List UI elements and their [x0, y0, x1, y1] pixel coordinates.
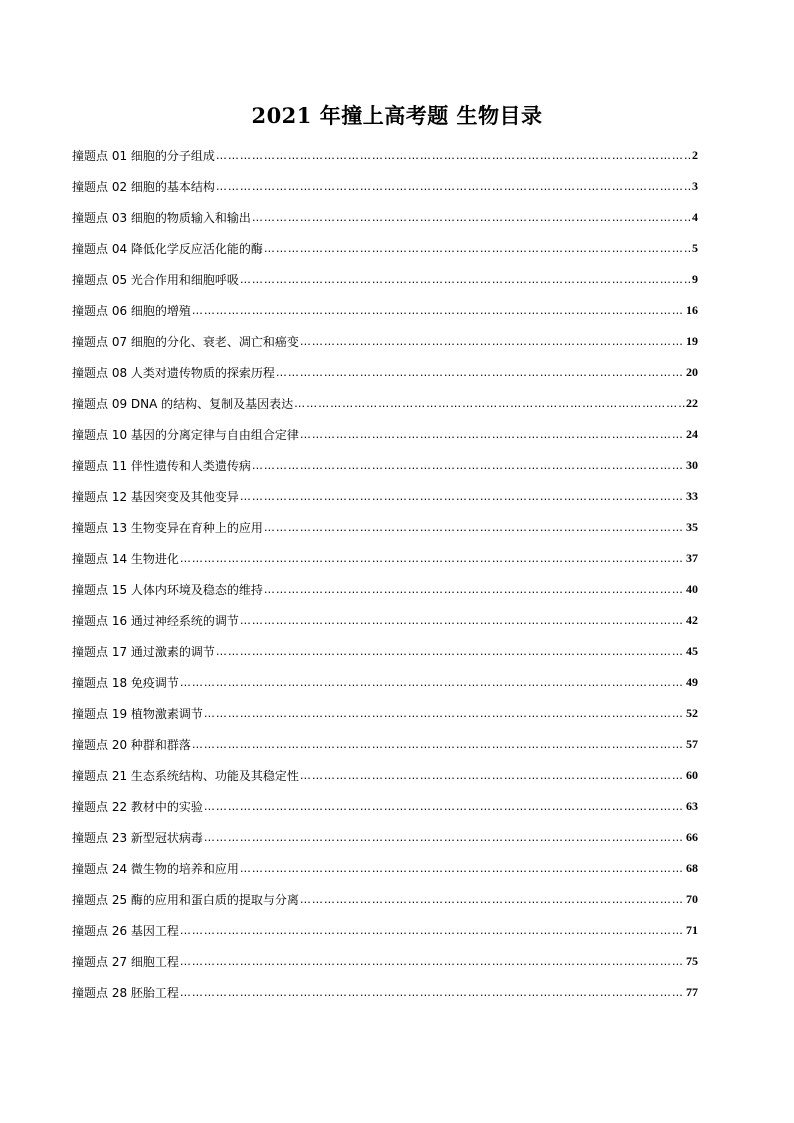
toc-entry[interactable] [72, 264, 698, 295]
toc-entry-page-number: 24 [686, 427, 698, 441]
toc-entry-page-number: 4 [692, 210, 698, 224]
toc-entry-page-number: 42 [686, 613, 698, 627]
toc-entry-page-number: 77 [686, 985, 698, 999]
table-of-contents [72, 140, 698, 1008]
toc-entry-label: 撞题点 11 伴性遗传和人类遗传病 [72, 459, 251, 473]
toc-entry-label: 撞题点 26 基因工程 [72, 924, 179, 938]
toc-entry[interactable] [72, 233, 698, 264]
toc-entry[interactable] [72, 605, 698, 636]
toc-leader-dots [180, 955, 685, 968]
toc-entry-page-number: 3 [692, 179, 698, 193]
toc-leader-dots [216, 180, 691, 193]
page-title: 2021 年撞上高考题 生物目录 [251, 103, 543, 128]
toc-entry-page-number: 70 [686, 892, 698, 906]
toc-entry-label: 撞题点 28 胚胎工程 [72, 986, 179, 1000]
toc-entry-label: 撞题点 08 人类对遗传物质的探索历程 [72, 366, 275, 380]
toc-entry[interactable] [72, 791, 698, 822]
toc-entry[interactable] [72, 326, 698, 357]
toc-entry[interactable] [72, 481, 698, 512]
toc-entry-label: 撞题点 13 生物变异在育种上的应用 [72, 521, 263, 535]
toc-entry-label: 撞题点 06 细胞的增殖 [72, 304, 191, 318]
toc-entry-page-number: 30 [686, 458, 698, 472]
toc-entry[interactable] [72, 450, 698, 481]
toc-leader-dots [180, 924, 685, 937]
toc-entry-page-number: 33 [686, 489, 698, 503]
toc-leader-dots [192, 304, 685, 317]
toc-leader-dots [180, 552, 685, 565]
toc-leader-dots [252, 459, 685, 472]
toc-entry[interactable] [72, 946, 698, 977]
toc-entry-label: 撞题点 07 细胞的分化、衰老、凋亡和癌变 [72, 335, 299, 349]
toc-entry-page-number: 9 [692, 272, 698, 286]
toc-entry-page-number: 2 [692, 148, 698, 162]
toc-entry[interactable] [72, 140, 698, 171]
toc-entry-page-number: 52 [686, 706, 698, 720]
toc-entry-label: 撞题点 27 细胞工程 [72, 955, 179, 969]
toc-leader-dots [264, 521, 685, 534]
toc-entry-page-number: 71 [686, 923, 698, 937]
toc-entry[interactable] [72, 698, 698, 729]
toc-entry-label: 撞题点 23 新型冠状病毒 [72, 831, 203, 845]
toc-entry[interactable] [72, 760, 698, 791]
toc-entry-page-number: 63 [686, 799, 698, 813]
toc-entry[interactable] [72, 977, 698, 1008]
toc-entry-page-number: 35 [686, 520, 698, 534]
toc-entry[interactable] [72, 202, 698, 233]
toc-entry[interactable] [72, 729, 698, 760]
toc-entry-label: 撞题点 20 种群和群落 [72, 738, 191, 752]
toc-leader-dots [192, 738, 685, 751]
toc-leader-dots [300, 769, 685, 782]
toc-leader-dots [204, 707, 685, 720]
toc-entry-page-number: 57 [686, 737, 698, 751]
toc-leader-dots [204, 831, 685, 844]
toc-leader-dots [180, 676, 685, 689]
toc-entry-page-number: 45 [686, 644, 698, 658]
toc-entry-label: 撞题点 04 降低化学反应活化能的酶 [72, 242, 263, 256]
toc-entry-label: 撞题点 21 生态系统结构、功能及其稳定性 [72, 769, 299, 783]
toc-entry-label: 撞题点 16 通过神经系统的调节 [72, 614, 239, 628]
toc-entry-page-number: 60 [686, 768, 698, 782]
toc-entry[interactable] [72, 667, 698, 698]
toc-leader-dots [294, 397, 685, 410]
toc-entry-label: 撞题点 18 免疫调节 [72, 676, 179, 690]
toc-leader-dots [240, 273, 691, 286]
toc-leader-dots [300, 335, 685, 348]
toc-leader-dots [264, 242, 691, 255]
toc-leader-dots [300, 893, 685, 906]
toc-entry[interactable] [72, 512, 698, 543]
toc-entry[interactable] [72, 853, 698, 884]
toc-leader-dots [240, 614, 685, 627]
toc-entry-label: 撞题点 22 教材中的实验 [72, 800, 203, 814]
toc-entry-page-number: 37 [686, 551, 698, 565]
toc-entry-page-number: 40 [686, 582, 698, 596]
toc-leader-dots [216, 645, 685, 658]
toc-entry-page-number: 68 [686, 861, 698, 875]
toc-leader-dots [300, 428, 685, 441]
toc-entry[interactable] [72, 574, 698, 605]
toc-entry[interactable] [72, 388, 698, 419]
toc-entry-page-number: 49 [686, 675, 698, 689]
toc-leader-dots [240, 490, 685, 503]
toc-entry-label: 撞题点 01 细胞的分子组成 [72, 149, 215, 163]
toc-entry-page-number: 20 [686, 365, 698, 379]
toc-entry[interactable] [72, 915, 698, 946]
toc-entry-label: 撞题点 19 植物激素调节 [72, 707, 203, 721]
toc-leader-dots [276, 366, 685, 379]
toc-entry[interactable] [72, 636, 698, 667]
toc-entry-label: 撞题点 24 微生物的培养和应用 [72, 862, 239, 876]
toc-entry-page-number: 66 [686, 830, 698, 844]
toc-entry-label: 撞题点 03 细胞的物质输入和输出 [72, 211, 251, 225]
toc-entry[interactable] [72, 884, 698, 915]
toc-entry-page-number: 75 [686, 954, 698, 968]
toc-leader-dots [240, 862, 685, 875]
toc-leader-dots [252, 211, 691, 224]
toc-entry[interactable] [72, 357, 698, 388]
toc-entry-page-number: 22 [686, 396, 698, 410]
toc-entry[interactable] [72, 419, 698, 450]
toc-leader-dots [264, 583, 685, 596]
toc-entry[interactable] [72, 822, 698, 853]
toc-entry-page-number: 19 [686, 334, 698, 348]
toc-entry-label: 撞题点 15 人体内环境及稳态的维持 [72, 583, 263, 597]
toc-entry-label: 撞题点 02 细胞的基本结构 [72, 180, 215, 194]
toc-entry-page-number: 16 [686, 303, 698, 317]
toc-entry-label: 撞题点 05 光合作用和细胞呼吸 [72, 273, 239, 287]
toc-entry[interactable] [72, 543, 698, 574]
toc-entry-label: 撞题点 10 基因的分离定律与自由组合定律 [72, 428, 299, 442]
toc-entry[interactable] [72, 171, 698, 202]
toc-entry-label: 撞题点 14 生物进化 [72, 552, 179, 566]
toc-leader-dots [204, 800, 685, 813]
toc-leader-dots [180, 986, 685, 999]
toc-entry-label: 撞题点 09 DNA 的结构、复制及基因表达 [72, 397, 294, 411]
toc-entry-label: 撞题点 17 通过激素的调节 [72, 645, 215, 659]
toc-leader-dots [216, 149, 691, 162]
toc-entry[interactable] [72, 295, 698, 326]
toc-entry-label: 撞题点 25 酶的应用和蛋白质的提取与分离 [72, 893, 299, 907]
toc-entry-page-number: 5 [692, 241, 698, 255]
toc-entry-label: 撞题点 12 基因突变及其他变异 [72, 490, 239, 504]
